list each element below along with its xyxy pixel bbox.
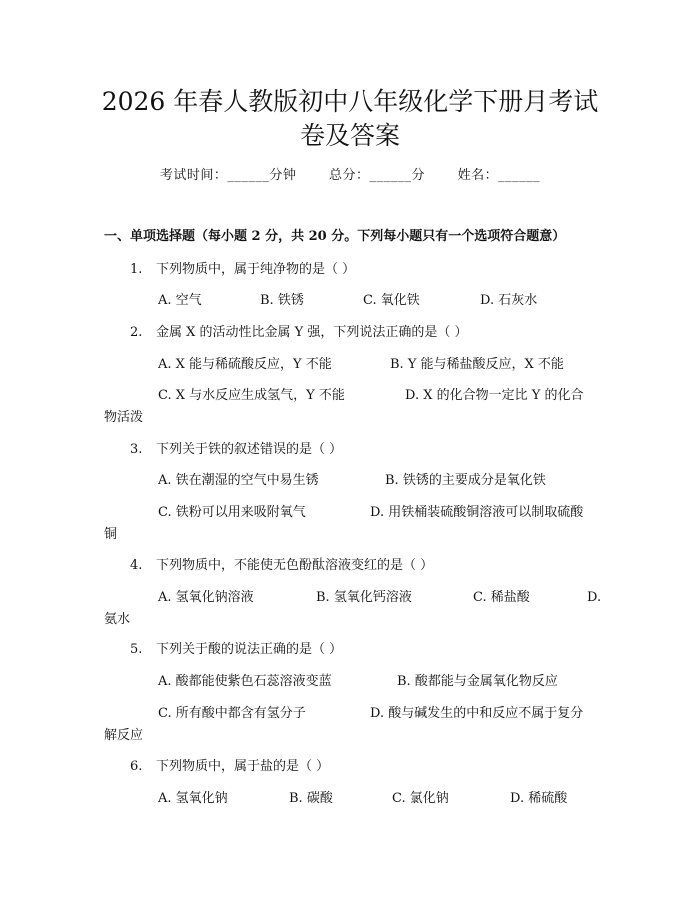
q1-option-a: A. 空气 — [158, 293, 202, 308]
q6-option-d: D. 稀硫酸 — [510, 791, 568, 806]
question-text: 下列关于铁的叙述错误的是（ ） — [156, 442, 343, 457]
question-text: 金属 X 的活动性比金属 Y 强，下列说法正确的是（ ） — [156, 325, 468, 340]
q4-option-c: C. 稀盐酸 — [473, 590, 530, 605]
q1-option-c: C. 氧化铁 — [363, 293, 420, 308]
question-number: 3. — [130, 442, 143, 457]
question-2 — [130, 323, 468, 343]
question-3 — [130, 440, 342, 460]
q3-option-c: C. 铁粉可以用来吸附氧气 — [158, 505, 306, 520]
q1-option-d: D. 石灰水 — [480, 293, 538, 308]
question-number: 6. — [130, 759, 143, 774]
q3-option-b: B. 铁锈的主要成分是氧化铁 — [385, 473, 546, 488]
question-text: 下列物质中，不能使无色酚酞溶液变红的是（ ） — [156, 558, 434, 573]
q6-option-b: B. 碳酸 — [289, 791, 333, 806]
question-1 — [130, 260, 355, 280]
question-text: 下列物质中，属于纯净物的是（ ） — [156, 262, 356, 277]
q3-option-d: D. 用铁桶装硫酸铜溶液可以制取硫酸 — [370, 505, 584, 520]
q5-option-d-wrap: 解反应 — [104, 728, 144, 743]
q5-option-b: B. 酸都能与金属氧化物反应 — [397, 674, 558, 689]
q3-option-a: A. 铁在潮湿的空气中易生锈 — [158, 473, 319, 488]
q5-option-d: D. 酸与碱发生的中和反应不属于复分 — [370, 706, 584, 721]
total-score: 总分：______分 — [328, 168, 425, 183]
q2-option-a: A. X 能与稀硫酸反应，Y 不能 — [158, 357, 332, 372]
page-title-line2: 卷及答案 — [299, 121, 400, 150]
section-heading: 一、单项选择题（每小题 2 分，共 20 分。下列每小题只有一个选项符合题意） — [104, 229, 566, 244]
student-name: 姓名：______ — [457, 168, 541, 183]
q1-option-b: B. 铁锈 — [260, 293, 304, 308]
q4-option-d-wrap: 氨水 — [104, 612, 131, 627]
q6-option-a: A. 氢氧化钠 — [158, 791, 228, 806]
q2-option-b: B. Y 能与稀盐酸反应，X 不能 — [390, 357, 564, 372]
question-number: 5. — [130, 642, 143, 657]
page-title-line1: 2026 年春人教版初中八年级化学下册月考试 — [101, 87, 599, 116]
q3-option-d-wrap: 铜 — [104, 527, 118, 542]
question-number: 1. — [130, 262, 143, 277]
q5-option-c: C. 所有酸中都含有氢分子 — [158, 706, 306, 721]
question-5 — [130, 640, 342, 660]
question-number: 4. — [130, 558, 143, 573]
question-6 — [130, 757, 329, 777]
question-text: 下列关于酸的说法正确的是（ ） — [156, 642, 343, 657]
q6-option-c: C. 氯化钠 — [392, 791, 449, 806]
question-4 — [130, 556, 433, 576]
exam-time: 考试时间：______分钟 — [159, 168, 297, 183]
q4-option-b: B. 氢氧化钙溶液 — [316, 590, 412, 605]
q5-option-a: A. 酸都能使紫色石蕊溶液变蓝 — [158, 674, 332, 689]
exam-meta — [0, 166, 700, 186]
q2-option-d: D. X 的化合物一定比 Y 的化合 — [405, 388, 584, 403]
q2-option-c: C. X 与水反应生成氢气，Y 不能 — [158, 388, 345, 403]
q2-option-d-wrap: 物活泼 — [104, 410, 144, 425]
q4-option-a: A. 氢氧化钠溶液 — [158, 590, 254, 605]
question-number: 2. — [130, 325, 143, 340]
q4-option-d: D. — [587, 590, 602, 605]
question-text: 下列物质中，属于盐的是（ ） — [156, 759, 330, 774]
